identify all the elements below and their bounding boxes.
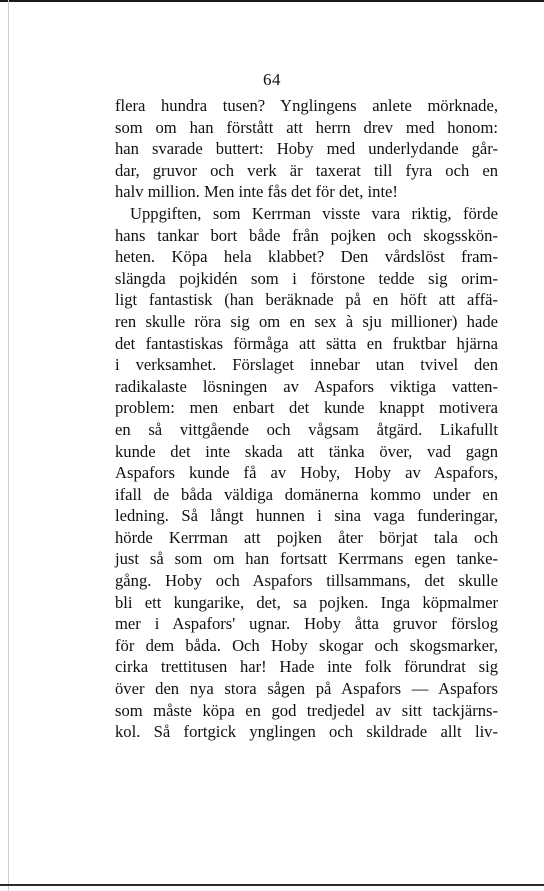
text-line: flera hundra tusen? Ynglingens anlete mörknade, xyxy=(115,96,498,115)
page-number: 64 xyxy=(263,70,281,89)
text-line: ledning. Så långt hunnen i sina vaga funderingar, xyxy=(115,506,498,526)
text-line: halv million. Men inte fås det för det, inte! xyxy=(115,182,398,202)
text-line: hans tankar bort både från pojken och skogsskön- xyxy=(115,225,498,245)
text-line: cirka trettitusen har! Hade inte folk förundrat sig xyxy=(115,657,498,677)
text-line: gång. Hoby och Aspafors tillsammans, det skulle xyxy=(115,571,498,591)
text-line: som om han förstått att herrn drev med honom: xyxy=(115,117,498,137)
text-line: radikalaste lösningen av Aspafors viktiga vatten- xyxy=(115,376,498,396)
text-line: ligt fantastisk (han beräknade på en höft att affä- xyxy=(115,290,498,310)
text-line: problem: men enbart det kunde knappt motivera xyxy=(115,398,498,418)
text-line: kunde det inte skada att tänka över, vad gagn xyxy=(115,441,498,461)
text-line: ifall de båda väldiga domänerna kommo under en xyxy=(115,484,498,504)
body-text xyxy=(115,95,498,743)
text-line: i verksamhet. Förslaget innebar utan tvivel den xyxy=(115,355,498,375)
text-line: hörde Kerrman att pojken åter börjat tala och xyxy=(115,527,498,547)
text-line: Uppgiften, som Kerrman visste vara riktig, förde xyxy=(130,203,498,223)
text-line: ren skulle röra sig om en sex à sju millioner) hade xyxy=(115,311,498,331)
text-line: dar, gruvor och verk är taxerat till fyra och en xyxy=(115,160,498,180)
text-line: kol. Så fortgick ynglingen och skildrade allt liv- xyxy=(115,722,498,742)
text-line: heten. Köpa hela klabbet? Den vårdslöst fram- xyxy=(115,247,498,267)
text-line: Aspafors kunde få av Hoby, Hoby av Aspafors, xyxy=(115,463,498,483)
text-line: slängda pojkidén som i förstone tedde sig orim- xyxy=(115,268,498,288)
text-line: en så vittgående och vågsam åtgärd. Likafullt xyxy=(115,419,498,439)
text-line: bli ett kungarike, det, sa pojken. Inga köpmalmer xyxy=(115,592,498,612)
left-page-edge xyxy=(8,0,9,891)
text-line: han svarade buttert: Hoby med underlydande går- xyxy=(115,139,498,159)
bottom-edge-rule xyxy=(0,884,544,886)
text-line: det fantastiskas förmåga att sätta en fruktbar hjärna xyxy=(115,333,498,353)
top-edge-rule xyxy=(0,0,544,2)
text-line: mer i Aspafors' ugnar. Hoby åtta gruvor förslog xyxy=(115,614,498,634)
text-line: som måste köpa en god tredjedel av sitt tackjärns- xyxy=(115,700,498,720)
text-line: över den nya stora sågen på Aspafors — Aspafors xyxy=(115,679,498,699)
text-line: just så som om han fortsatt Kerrmans egen tanke- xyxy=(115,549,498,569)
text-line: för dem båda. Och Hoby skogar och skogsmarker, xyxy=(115,635,498,655)
